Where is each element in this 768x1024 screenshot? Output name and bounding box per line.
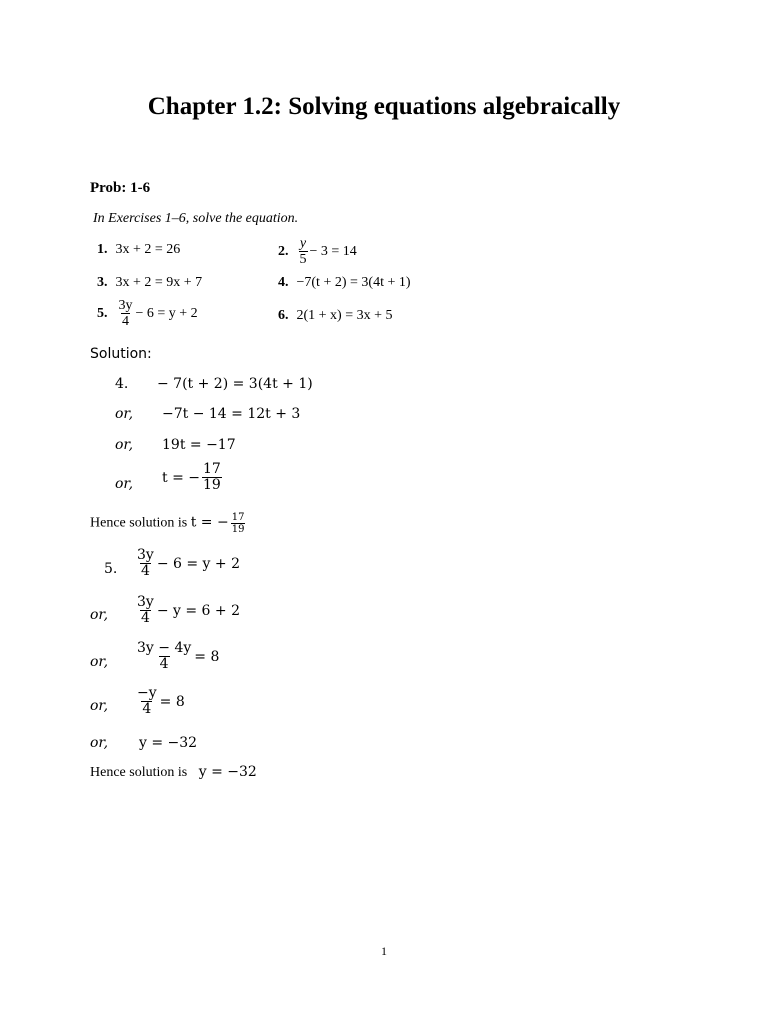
sol5-line-2: $\frac{3y}{4}$ − y = 6 + 2 — [137, 594, 240, 627]
sol4-conclusion: Hence solution is t = − $\frac{17}{19}$ — [90, 512, 245, 535]
sol5-number: 5. — [104, 561, 118, 577]
exercise-number: 5. — [97, 306, 108, 322]
fraction: $\frac{3y}{4}$ — [137, 547, 154, 580]
exercise-equation: 3x + 2 = 9x + 7 — [115, 275, 203, 290]
exercise-number: 4. — [278, 275, 289, 290]
sol4-number: 4. — [115, 376, 129, 392]
exercise-5 — [97, 298, 198, 330]
fraction: $\frac{3y}{4}$ — [118, 298, 133, 330]
page-number: 1 — [381, 944, 387, 958]
solution-label: Solution: — [90, 346, 152, 362]
sol4-line-3: 19t = −17 — [162, 437, 236, 453]
exercise-6 — [278, 308, 393, 324]
sol5-line-3: $\frac{3y - 4y}{4}$ = 8 — [137, 640, 220, 673]
sol4-line-1: − 7(t + 2) = 3(4t + 1) — [157, 376, 313, 392]
sol5-line-5: y = −32 — [139, 735, 198, 751]
fraction: $\frac{17}{19}$ — [203, 461, 221, 494]
exercise-equation: − 3 = 14 — [309, 244, 357, 260]
fraction: $\frac{17}{19}$ — [231, 512, 245, 535]
or-label: or, — [90, 698, 109, 714]
exercise-3 — [97, 275, 202, 291]
exercise-equation: − 6 = y + 2 — [135, 306, 198, 322]
exercise-2 — [278, 236, 357, 268]
sol5-line-1: $\frac{3y}{4}$ − 6 = y + 2 — [137, 547, 240, 580]
or-label: or, — [115, 437, 134, 453]
exercise-instructions: In Exercises 1–6, solve the equation. — [93, 211, 299, 226]
sol4-line-4: t = − $\frac{17}{19}$ — [162, 461, 221, 494]
page-title: Chapter 1.2: Solving equations algebraically — [147, 93, 621, 120]
or-label: or, — [115, 476, 134, 492]
or-label: or, — [90, 654, 109, 670]
exercise-1 — [97, 242, 180, 258]
or-label: or, — [115, 406, 134, 422]
problem-label: Prob: 1-6 — [90, 180, 151, 196]
exercise-number: 2. — [278, 244, 289, 260]
or-label: or, — [90, 607, 109, 623]
or-label: or, — [90, 735, 109, 751]
fraction: $\frac{y}{5}$ — [299, 236, 307, 268]
fraction: $\frac{3y - 4y}{4}$ — [137, 640, 192, 673]
exercise-equation: 2(1 + x) = 3x + 5 — [296, 308, 393, 323]
exercise-equation: 3x + 2 = 26 — [115, 242, 181, 257]
sol4-line-2: −7t − 14 = 12t + 3 — [162, 406, 301, 422]
sol5-line-4: $\frac{-y}{4}$ = 8 — [137, 685, 185, 718]
exercise-4 — [278, 275, 411, 291]
fraction: $\frac{-y}{4}$ — [137, 685, 157, 718]
exercise-equation: −7(t + 2) = 3(4t + 1) — [296, 275, 411, 290]
exercise-number: 1. — [97, 242, 108, 257]
exercise-number: 6. — [278, 308, 289, 323]
fraction: $\frac{3y}{4}$ — [137, 594, 154, 627]
exercise-number: 3. — [97, 275, 108, 290]
sol5-conclusion: Hence solution is y = −32 — [90, 764, 257, 780]
